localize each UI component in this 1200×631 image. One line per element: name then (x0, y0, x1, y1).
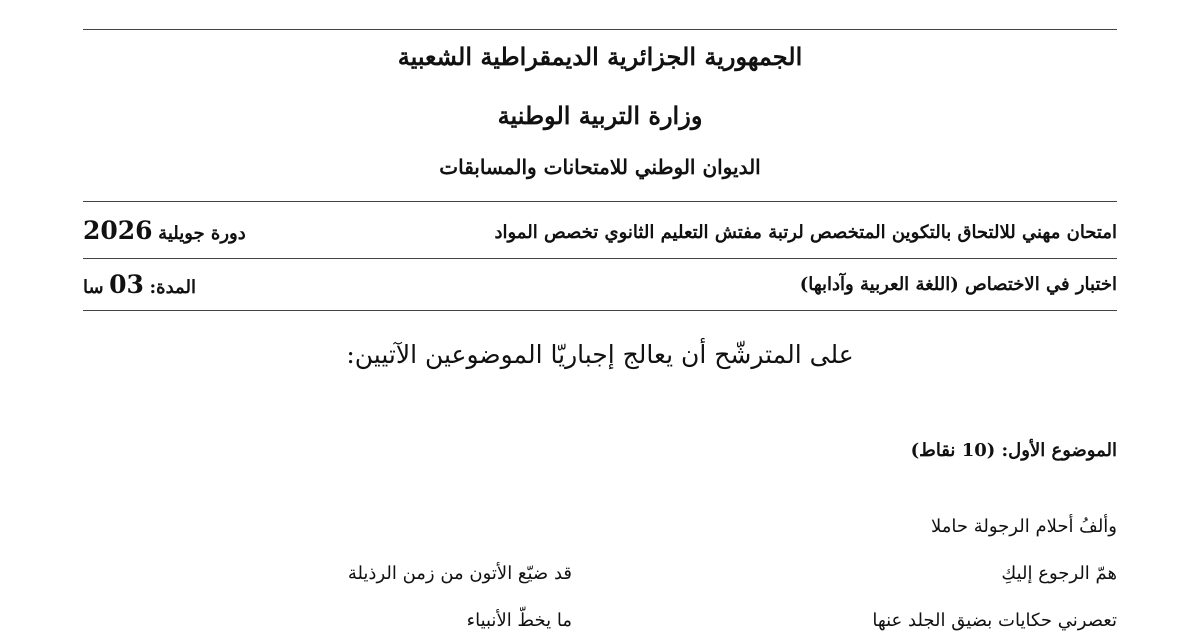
exam-row (83, 216, 1117, 252)
topic1-label: الموضوع الأول: (10 نقاط) (910, 440, 1117, 461)
duration-label: المدة: (149, 277, 196, 298)
session-year: 2026 (83, 216, 153, 245)
test-rule (83, 310, 1117, 311)
poem-line-3-left: ما يخطّ الأنبياء (466, 610, 572, 631)
test-row (83, 270, 1117, 306)
office-title: الديوان الوطني للامتحانات والمسابقات (439, 155, 761, 179)
poem-line-2-left: قد ضيّع الأتون من زمن الرذيلة (347, 563, 572, 584)
instruction: على المترشّح أن يعالج إجباريّا الموضوعين الآتيين: (346, 340, 854, 369)
exam-rule (83, 258, 1117, 259)
duration (83, 270, 196, 299)
duration-unit: سا (83, 277, 104, 298)
poem-line-3-right: تعصرني حكايات بضيق الجلد عنها (872, 610, 1117, 631)
poem-line-2-right: همّ الرجوع إليكِ (1001, 563, 1117, 584)
ministry-title: وزارة التربية الوطنية (497, 101, 703, 130)
exam-page (83, 0, 1117, 630)
test-title: اختبار في الاختصاص (اللغة العربية وآدابها) (799, 274, 1117, 295)
poem-line-1: وألفُ أحلام الرجولة حاملا (931, 516, 1117, 537)
exam-title: امتحان مهني للالتحاق بالتكوين المتخصص لرتبة مفتش التعليم الثانوي تخصص المواد (494, 222, 1117, 243)
session (83, 216, 246, 245)
session-label: دورة جويلية (158, 223, 246, 244)
top-rule (83, 29, 1117, 30)
republic-title: الجمهورية الجزائرية الديمقراطية الشعبية (397, 42, 803, 71)
header-rule (83, 201, 1117, 202)
duration-value: 03 (109, 270, 144, 299)
